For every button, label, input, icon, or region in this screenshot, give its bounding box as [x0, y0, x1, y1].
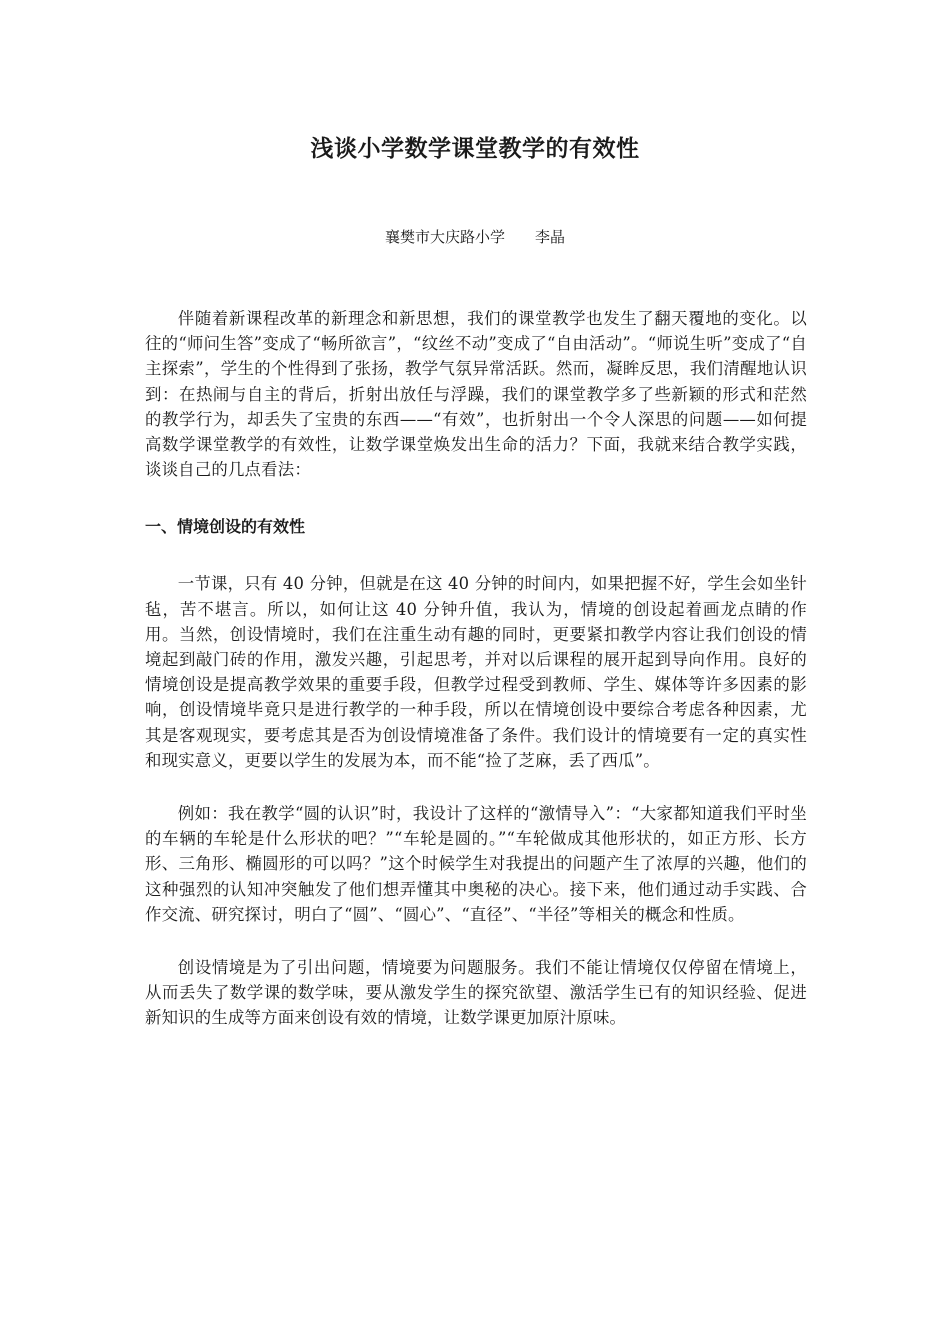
body-paragraph: 创设情境是为了引出问题，情境要为问题服务。我们不能让情境仅仅停留在情境上，从而丢失了数学课的数学味，要从激发学生的探究欲望、激活学生已有的知识经验、促进新知识的生成等方面来创设有效的情境，让数学课更加原汁原味。 [145, 958, 807, 1028]
body-paragraph: 一节课，只有 40 分钟，但就是在这 40 分钟的时间内，如果把握不好，学生会如坐针毡，苦不堪言。所以，如何让这 40 分钟升值，我认为，情境的创设起着画龙点睛的作用。当然，创设情境时，我们在注重生动有趣的同时，更要紧扣教学内容让我们创设的情境起到敲门砖的作用，激发兴趣，引起思考，并对以后课程的展开起到导向作用。良好的情境创设是提高教学效果的重要手段，但教学过程受到教师、学生、媒体等许多因素的影响，创设情境毕竟只是进行教学的一种手段，所以在情境创设中要综合考虑各种因素，尤其是客观现实，要考虑其是否为创设情境准备了条件。我们设计的情境要有一定的真实性和现实意义，更要以学生的发展为本，而不能“捡了芝麻，丢了西瓜”。 [145, 574, 807, 770]
document-body [145, 306, 807, 1031]
author-name: 李晶 [535, 228, 566, 246]
body-paragraph: 例如：我在教学“圆的认识”时，我设计了这样的“激情导入”：“大家都知道我们平时坐的车辆的车轮是什么形状的吧？”“车轮是圆的。”“车轮做成其他形状的，如正方形、长方形、三角形、椭圆形的可以吗？”这个时候学生对我提出的问题产生了浓厚的兴趣，他们的这种强烈的认知冲突触发了他们想弄懂其中奥秘的决心。接下来，他们通过动手实践、合作交流、研究探讨，明白了“圆”、“圆心”、“直径”、“半径”等相关的概念和性质。 [145, 804, 807, 924]
author-line [0, 226, 950, 248]
section-heading: 一、情境创设的有效性 [145, 517, 306, 537]
intro-paragraph: 伴随着新课程改革的新理念和新思想，我们的课堂教学也发生了翻天覆地的变化。以往的“师问生答”变成了“畅所欲言”，“纹丝不动”变成了“自由活动”。“师说生听”变成了“自主探索”，学生的个性得到了张扬，教学气氛异常活跃。然而，凝眸反思，我们清醒地认识到：在热闹与自主的背后，折射出放任与浮躁，我们的课堂教学多了些新颖的形式和茫然的教学行为，却丢失了宝贵的东西——“有效”，也折射出一个令人深思的问题——如何提高数学课堂教学的有效性，让数学课堂焕发出生命的活力？下面，我就来结合教学实践，谈谈自己的几点看法： [145, 309, 807, 480]
author-school: 襄樊市大庆路小学 [384, 228, 505, 246]
document-title: 浅谈小学数学课堂教学的有效性 [310, 136, 640, 162]
